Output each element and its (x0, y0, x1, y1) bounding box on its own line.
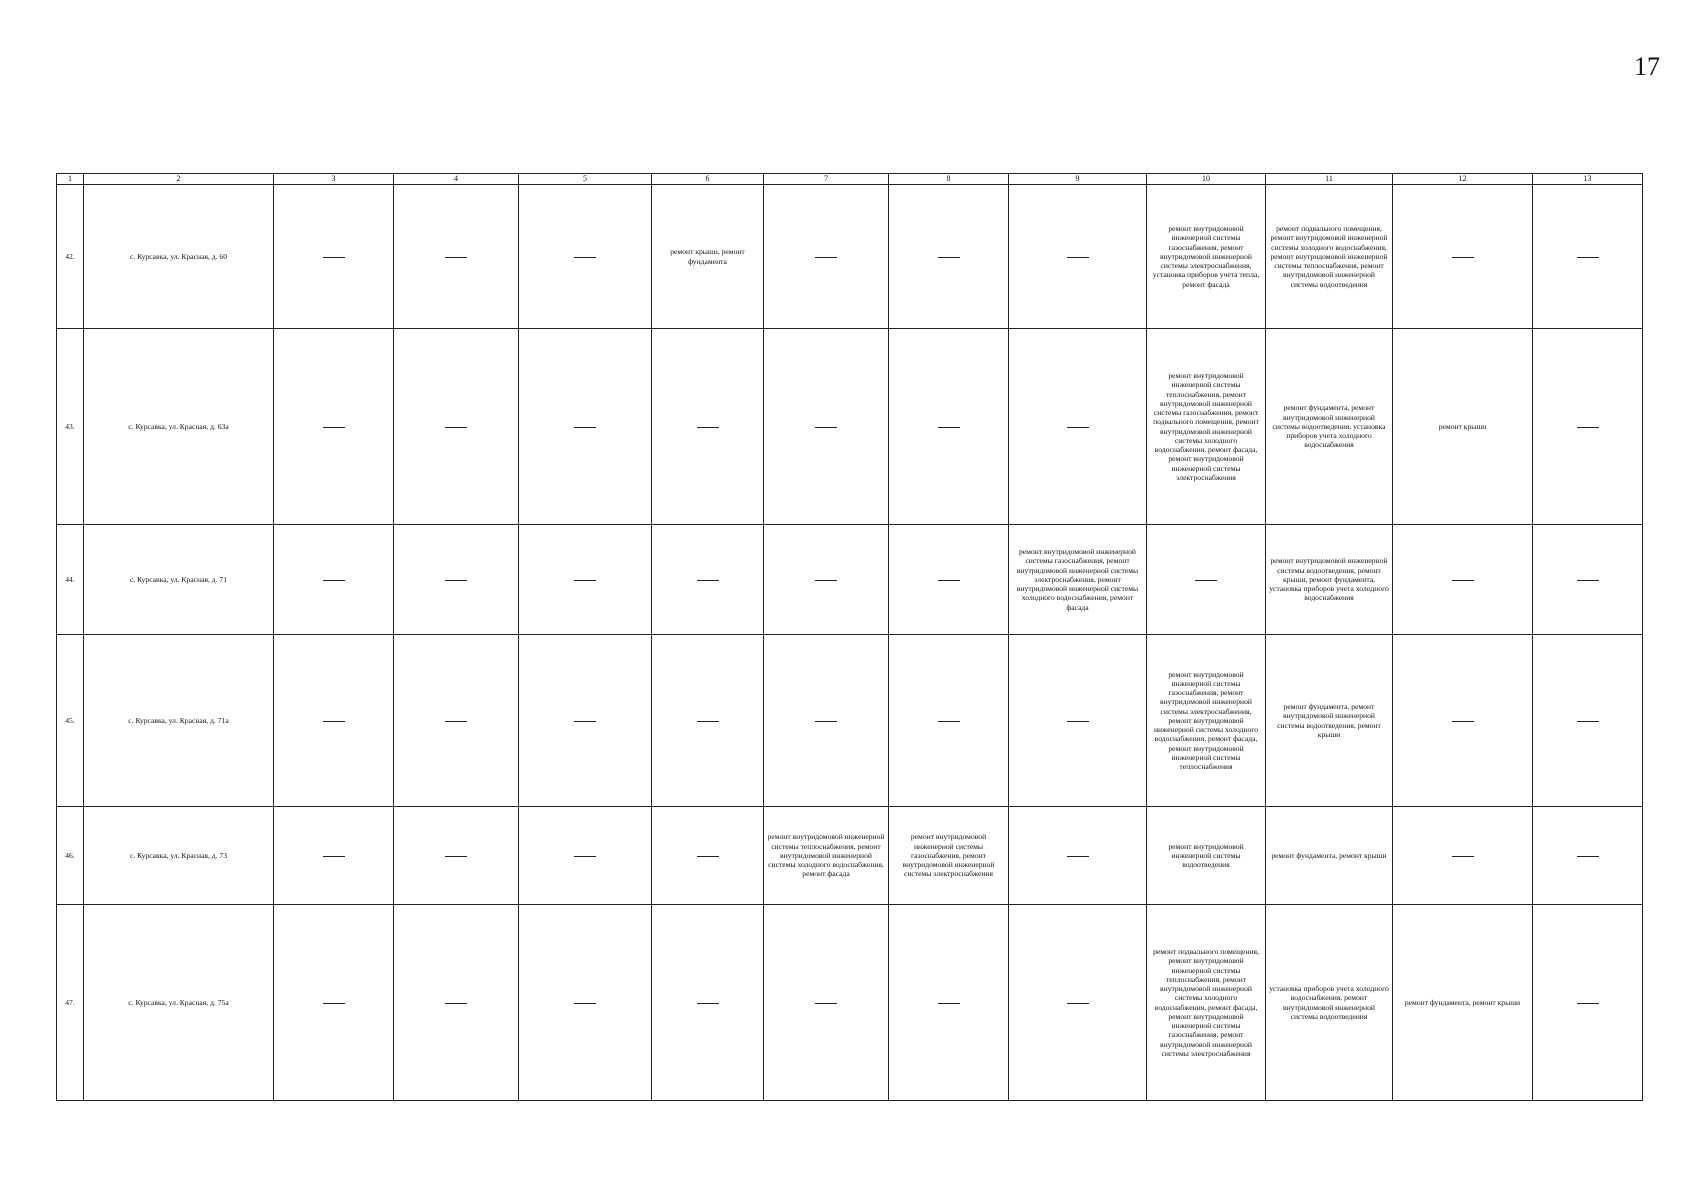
dash-mark (938, 1003, 960, 1004)
dash-mark (445, 427, 467, 428)
dash-mark (697, 580, 719, 581)
table-header (57, 174, 1643, 185)
empty-dash-cell (764, 635, 889, 807)
empty-dash-cell (889, 525, 1009, 635)
page-number: 17 (1634, 52, 1660, 81)
empty-dash-cell (274, 635, 394, 807)
column-number-header: 2 (84, 174, 274, 185)
empty-dash-cell (652, 329, 764, 525)
empty-dash-cell (1533, 905, 1643, 1101)
column-number-row (57, 174, 1643, 185)
dash-mark (1577, 257, 1599, 258)
dash-mark (323, 856, 345, 857)
table-row (57, 185, 1643, 329)
row-number: 46. (57, 807, 84, 905)
repair-work-cell: ремонт внутридомовой инженерной системы теплоснабжения, ремонт внутридомовой инженерной системы газоснабжения, ремонт подвального помещения, ремонт внутридомовой инженерной системы холодного водоснабжения, ремонт фасада, ремонт внутридомовой инженерной системы электроснабжения (1147, 329, 1266, 525)
empty-dash-cell (274, 905, 394, 1101)
empty-dash-cell (652, 635, 764, 807)
column-number-header: 7 (764, 174, 889, 185)
dash-mark (323, 427, 345, 428)
dash-mark (1067, 721, 1089, 722)
column-number-header: 5 (519, 174, 652, 185)
dash-mark (1452, 257, 1474, 258)
empty-dash-cell (764, 905, 889, 1101)
dash-mark (445, 257, 467, 258)
empty-dash-cell (889, 329, 1009, 525)
dash-mark (815, 427, 837, 428)
dash-mark (938, 427, 960, 428)
dash-mark (1577, 427, 1599, 428)
repair-work-cell: ремонт внутридомовой инженерной системы водоотведения (1147, 807, 1266, 905)
dash-mark (574, 721, 596, 722)
repair-work-cell: ремонт внутридомовой инженерной системы теплоснабжения, ремонт внутридомовой инженерной системы холодного водоснабжения, ремонт фасада (764, 807, 889, 905)
dash-mark (1452, 580, 1474, 581)
address-cell: с. Курсавка, ул. Красная, д. 60 (84, 185, 274, 329)
repair-work-cell: ремонт крыши (1393, 329, 1533, 525)
dash-mark (1577, 580, 1599, 581)
repair-work-cell: ремонт фундамента, ремонт внутридомовой инженерной системы водоотведения, ремонт крыши (1266, 635, 1393, 807)
dash-mark (445, 856, 467, 857)
empty-dash-cell (652, 525, 764, 635)
dash-mark (1067, 856, 1089, 857)
empty-dash-cell (652, 905, 764, 1101)
dash-mark (697, 1003, 719, 1004)
empty-dash-cell (274, 525, 394, 635)
dash-mark (1067, 427, 1089, 428)
empty-dash-cell (764, 329, 889, 525)
repair-work-cell: ремонт подвального помещения, ремонт внутридомовой инженерной системы холодного водоснабжения, ремонт внутридомовой инженерной системы теплоснабжения, ремонт внутридомовой инженерной системы водоотведения (1266, 185, 1393, 329)
empty-dash-cell (1009, 807, 1147, 905)
repair-work-cell: ремонт крыши, ремонт фундамента (652, 185, 764, 329)
column-number-header: 12 (1393, 174, 1533, 185)
table-row (57, 525, 1643, 635)
row-number: 45. (57, 635, 84, 807)
dash-mark (1452, 721, 1474, 722)
table-row (57, 329, 1643, 525)
empty-dash-cell (1393, 185, 1533, 329)
address-cell: с. Курсавка, ул. Красная, д. 73 (84, 807, 274, 905)
dash-mark (1452, 856, 1474, 857)
table-body (57, 185, 1643, 1101)
empty-dash-cell (1147, 525, 1266, 635)
row-number: 43. (57, 329, 84, 525)
address-cell: с. Курсавка, ул. Красная, д. 75а (84, 905, 274, 1101)
repair-work-cell: ремонт подвального помещения, ремонт внутридомовой инженерной системы теплоснабжения, ремонт внутридомовой инженерной системы холодного водоснабжения, ремонт фасада, ремонт внутридомовой инженерной системы газоснабжения, ремонт внутридомовой инженерной системы электроснабжения (1147, 905, 1266, 1101)
dash-mark (1067, 1003, 1089, 1004)
row-number: 42. (57, 185, 84, 329)
repair-work-cell: установка приборов учета холодного водоснабжения, ремонт внутридомовой инженерной системы водоотведения (1266, 905, 1393, 1101)
repair-work-cell: ремонт внутридомовой инженерной системы газоснабжения, ремонт внутридомовой инженерной системы электроснабжения, ремонт внутридомовой инженерной системы холодного водоснабжения, ремонт фасада (1009, 525, 1147, 635)
dash-mark (1195, 580, 1217, 581)
repair-work-cell: ремонт фундамента, ремонт крыши (1266, 807, 1393, 905)
dash-mark (323, 580, 345, 581)
dash-mark (697, 856, 719, 857)
empty-dash-cell (1533, 525, 1643, 635)
empty-dash-cell (394, 905, 519, 1101)
dash-mark (1577, 1003, 1599, 1004)
column-number-header: 3 (274, 174, 394, 185)
dash-mark (323, 1003, 345, 1004)
dash-mark (815, 257, 837, 258)
dash-mark (1067, 257, 1089, 258)
repair-work-cell: ремонт внутридомовой инженерной системы газоснабжения, ремонт внутридомовой инженерной системы электроснабжения, установка приборов учета тепла, ремонт фасада (1147, 185, 1266, 329)
column-number-header: 9 (1009, 174, 1147, 185)
empty-dash-cell (1393, 525, 1533, 635)
address-cell: с. Курсавка, ул. Красная, д. 71 (84, 525, 274, 635)
column-number-header: 1 (57, 174, 84, 185)
empty-dash-cell (519, 329, 652, 525)
empty-dash-cell (1009, 635, 1147, 807)
dash-mark (323, 721, 345, 722)
dash-mark (697, 427, 719, 428)
address-cell: с. Курсавка, ул. Красная, д. 63а (84, 329, 274, 525)
dash-mark (574, 427, 596, 428)
repair-work-cell: ремонт внутридомовой инженерной системы водоотведения, ремонт крыши, ремонт фундамента, установка приборов учета холодного водоснабжения (1266, 525, 1393, 635)
empty-dash-cell (889, 905, 1009, 1101)
empty-dash-cell (1533, 185, 1643, 329)
address-cell: с. Курсавка, ул. Красная, д. 71а (84, 635, 274, 807)
empty-dash-cell (394, 635, 519, 807)
empty-dash-cell (274, 807, 394, 905)
empty-dash-cell (274, 185, 394, 329)
dash-mark (445, 580, 467, 581)
empty-dash-cell (764, 525, 889, 635)
column-number-header: 13 (1533, 174, 1643, 185)
dash-mark (1577, 721, 1599, 722)
dash-mark (938, 721, 960, 722)
empty-dash-cell (1533, 635, 1643, 807)
row-number: 44. (57, 525, 84, 635)
repair-work-cell: ремонт внутридомовой инженерной системы газоснабжения, ремонт внутридомовой инженерной системы электроснабжения, ремонт внутридомовой инженерной системы холодного водоснабжения, ремонт фасада, ремонт внутридомовой инженерной системы теплоснабжения (1147, 635, 1266, 807)
repair-work-cell: ремонт внутридомовой инженерной системы газоснабжения, ремонт внутридомовой инженерной системы электроснабжения (889, 807, 1009, 905)
column-number-header: 10 (1147, 174, 1266, 185)
empty-dash-cell (1533, 807, 1643, 905)
dash-mark (938, 580, 960, 581)
dash-mark (574, 580, 596, 581)
empty-dash-cell (394, 525, 519, 635)
empty-dash-cell (519, 635, 652, 807)
empty-dash-cell (394, 807, 519, 905)
table-row (57, 635, 1643, 807)
table-row (57, 807, 1643, 905)
empty-dash-cell (1009, 329, 1147, 525)
column-number-header: 4 (394, 174, 519, 185)
empty-dash-cell (394, 329, 519, 525)
dash-mark (697, 721, 719, 722)
column-number-header: 8 (889, 174, 1009, 185)
empty-dash-cell (519, 185, 652, 329)
empty-dash-cell (764, 185, 889, 329)
table-row (57, 905, 1643, 1101)
row-number: 47. (57, 905, 84, 1101)
empty-dash-cell (652, 807, 764, 905)
empty-dash-cell (1009, 185, 1147, 329)
dash-mark (574, 257, 596, 258)
empty-dash-cell (394, 185, 519, 329)
empty-dash-cell (1533, 329, 1643, 525)
empty-dash-cell (519, 905, 652, 1101)
dash-mark (574, 1003, 596, 1004)
dash-mark (815, 1003, 837, 1004)
dash-mark (815, 580, 837, 581)
dash-mark (574, 856, 596, 857)
dash-mark (1577, 856, 1599, 857)
repair-work-cell: ремонт фундамента, ремонт крыши (1393, 905, 1533, 1101)
repair-schedule-table (56, 173, 1643, 1101)
column-number-header: 6 (652, 174, 764, 185)
dash-mark (323, 257, 345, 258)
empty-dash-cell (1393, 635, 1533, 807)
repair-work-cell: ремонт фундамента, ремонт внутридомовой инженерной системы водоотведения, установка приборов учета холодного водоснабжения (1266, 329, 1393, 525)
dash-mark (445, 1003, 467, 1004)
empty-dash-cell (1009, 905, 1147, 1101)
dash-mark (938, 257, 960, 258)
empty-dash-cell (889, 635, 1009, 807)
empty-dash-cell (519, 525, 652, 635)
empty-dash-cell (519, 807, 652, 905)
empty-dash-cell (889, 185, 1009, 329)
dash-mark (815, 721, 837, 722)
column-number-header: 11 (1266, 174, 1393, 185)
empty-dash-cell (274, 329, 394, 525)
empty-dash-cell (1393, 807, 1533, 905)
dash-mark (445, 721, 467, 722)
